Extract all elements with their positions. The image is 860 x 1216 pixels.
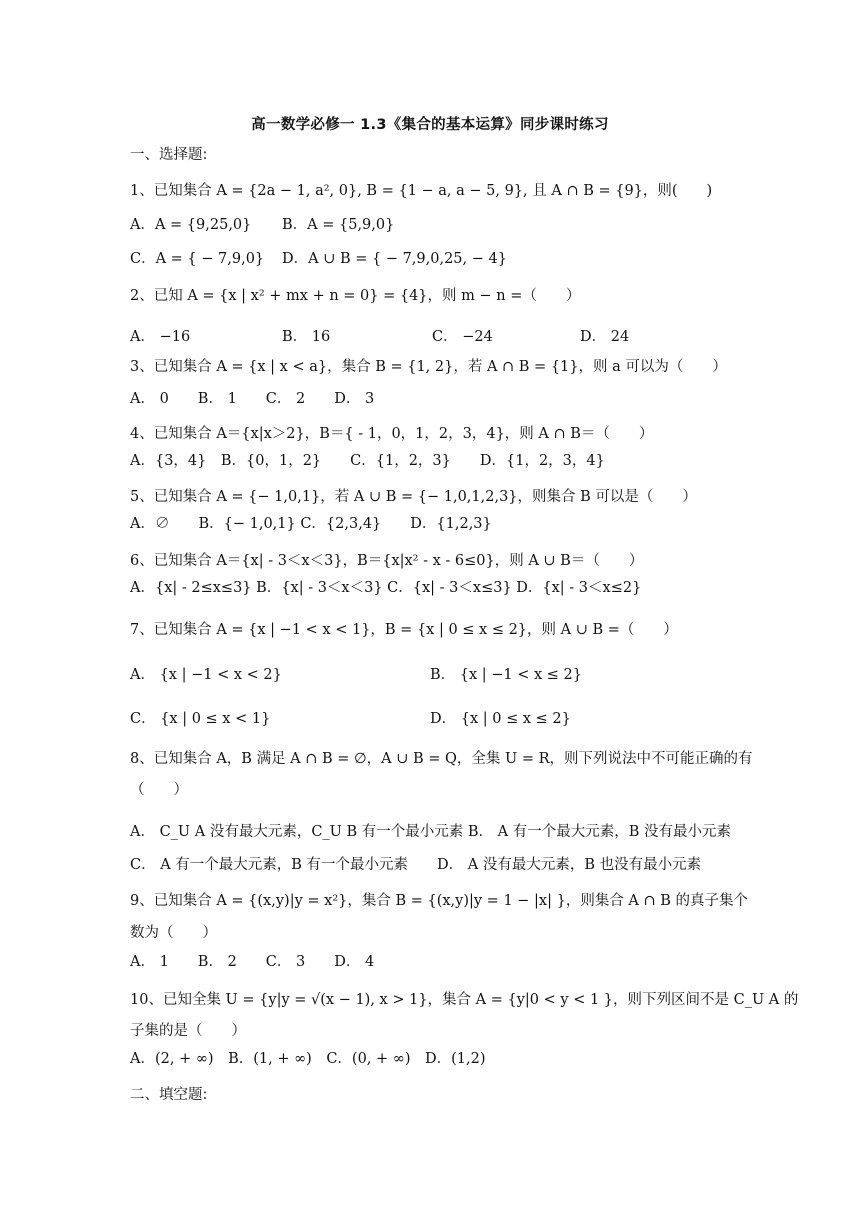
question-stem: 9、已知集合 A = {(x,y)|y = x²}，集合 B = {(x,y)|y = 1 − |x| }，则集合 A ∩ B 的真子集个 [130,893,749,909]
option: B． 16 [282,329,331,345]
question-stem: 5、已知集合 A = {− 1,0,1}，若 A ∪ B = {− 1,0,1,2,3}，则集合 B 可以是（ ） [130,489,697,505]
question-stem: 2、已知 A = {x | x² + mx + n = 0} = {4}，则 m − n =（ ） [130,288,581,304]
question-stem: 7、已知集合 A = {x | −1 < x < 1}，B = {x | 0 ≤ x ≤ 2}，则 A ∪ B =（ ） [130,622,678,638]
question-stem: 10、已知全集 U = {y|y = √(x − 1), x > 1}，集合 A = {y|0 < y < 1 }，则下列区间不是 C_U A 的 [130,992,799,1008]
option: D． 24 [580,329,630,345]
question-stem-continued: （ ） [130,782,188,798]
option: D．A ∪ B = { − 7,9,0,25, − 4} [282,251,507,267]
page-title: 高一数学必修一 1.3《集合的基本运算》同步课时练习 [251,117,609,133]
options-row: A． C_U A 没有最大元素，C_U B 有一个最小元素 B． A 有一个最大元素，B 没有最小元素 [130,824,731,840]
option: B． {x | −1 < x ≤ 2} [430,667,583,683]
question-stem: 4、已知集合 A＝{x|x＞2}，B＝{ - 1，0，1，2，3，4}，则 A ∩ B＝（ ） [130,426,654,442]
question-stem-continued: 数为（ ） [130,925,217,941]
option: C． −24 [432,329,493,345]
section-heading: 二、填空题: [130,1087,208,1103]
section-heading: 一、选择题: [130,147,208,163]
question-stem: 1、已知集合 A = {2a − 1, a², 0}, B = {1 − a, a − 5, 9}, 且 A ∩ B = {9}，则( ) [130,183,713,199]
question-stem: 8、已知集合 A，B 满足 A ∩ B = ∅，A ∪ B = Q，全集 U = R，则下列说法中不可能正确的有 [130,751,753,767]
options-row: A． 0 B． 1 C． 2 D． 3 [130,391,375,407]
question-stem: 6、已知集合 A＝{x| - 3＜x＜3}，B＝{x|x² - x - 6≤0}，则 A ∪ B＝（ ） [130,553,644,569]
option: A． −16 [130,329,191,345]
options-row: A．{x| - 2≤x≤3} B．{x| - 3＜x＜3} C．{x| - 3＜x≤3} D．{x| - 3＜x≤2} [130,580,642,596]
options-row: A．(2, + ∞) B．(1, + ∞) C．(0, + ∞) D．(1,2) [130,1051,486,1067]
question-stem: 3、已知集合 A = {x | x < a}，集合 B = {1, 2}，若 A ∩ B = {1}，则 a 可以为（ ） [130,359,727,375]
options-row: A． 1 B． 2 C． 3 D． 4 [130,954,375,970]
option: A． {x | −1 < x < 2} [130,667,282,683]
options-row: C． A 有一个最大元素，B 有一个最小元素 D． A 没有最大元素，B 也没有最小元素 [130,857,702,873]
option: B．A = {5,9,0} [282,217,395,233]
option: C． {x | 0 ≤ x < 1} [130,711,271,727]
options-row: A．∅ B．{− 1,0,1} C．{2,3,4} D．{1,2,3} [130,516,492,532]
question-stem-continued: 子集的是（ ） [130,1023,246,1039]
option: A．A = {9,25,0} [130,217,252,233]
option: C．A = { − 7,9,0} [130,251,265,267]
options-row: A．{3，4} B．{0，1，2} C．{1，2，3} D．{1，2，3，4} [130,453,605,469]
option: D． {x | 0 ≤ x ≤ 2} [430,711,571,727]
